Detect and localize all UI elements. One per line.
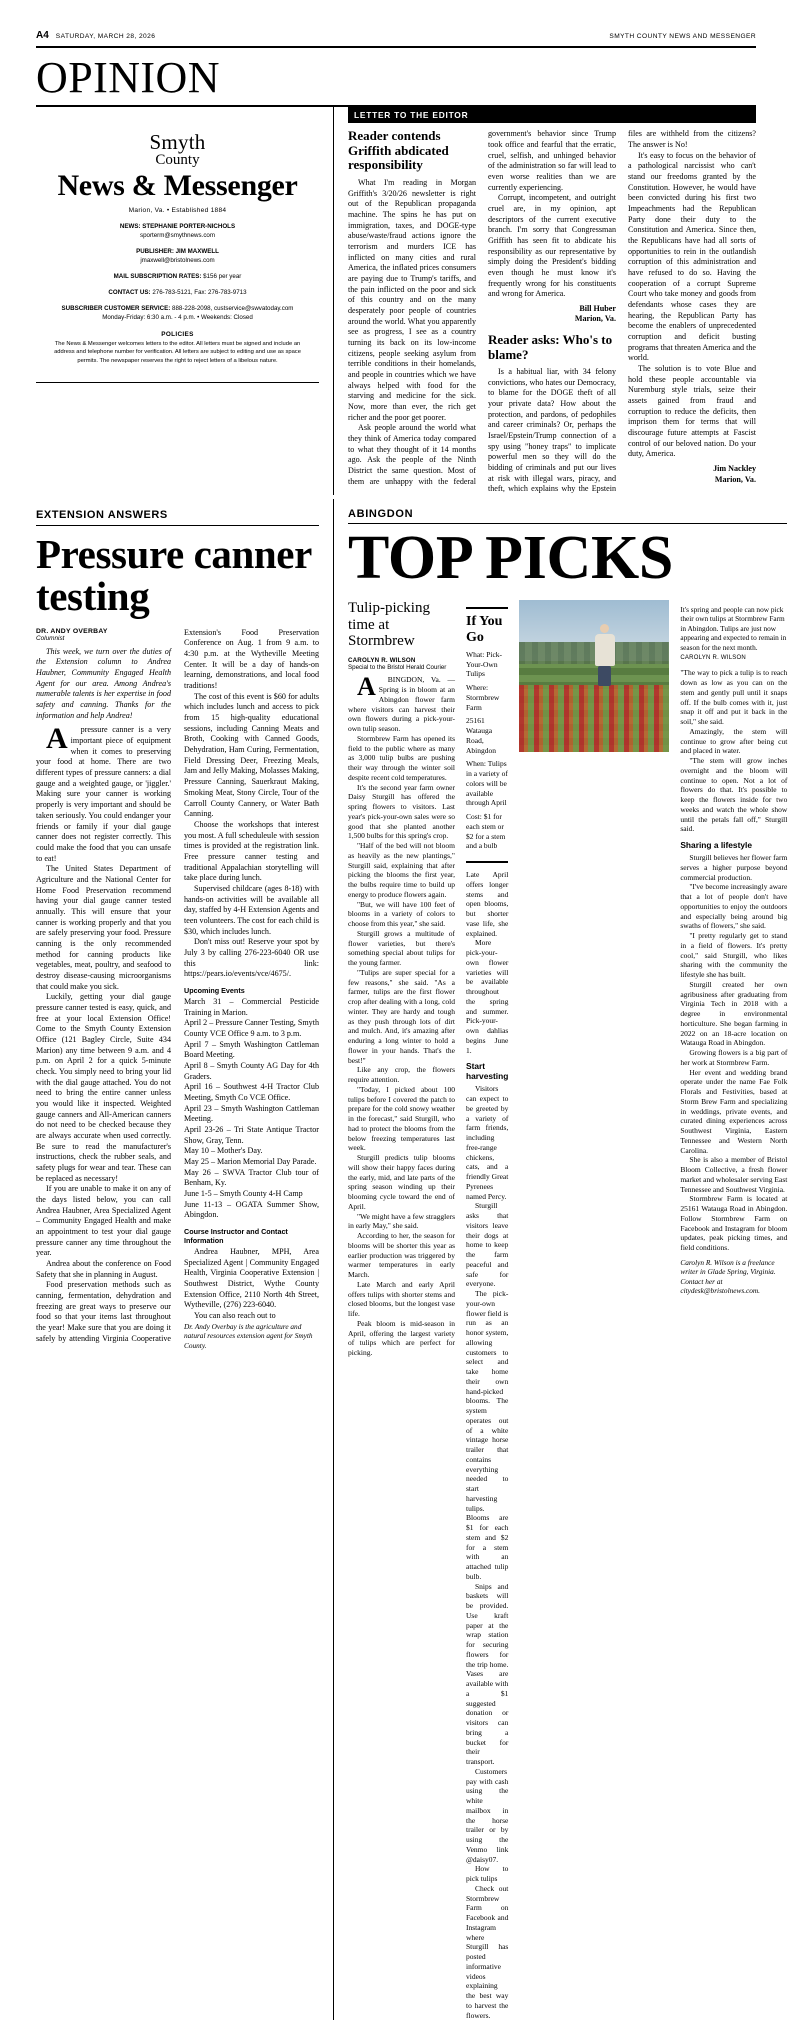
- letter1-signature-city: Marion, Va.: [574, 314, 616, 324]
- letters-body: [348, 129, 756, 495]
- extension-column: [36, 499, 333, 2020]
- person-legs: [598, 666, 611, 686]
- toppicks-p12: According to her, the season for blooms will be shorter this year as earlier production was triggered by warmer temperatures in early March.: [348, 1231, 455, 1280]
- lifestyle-p1: Sturgill believes her flower farm serves a higher purpose beyond commercial production.: [680, 853, 788, 882]
- extension-p10: Don't miss out! Reserve your spot by July 3 by calling 276-223-6040 OR use this link: https://pears.io/events/vce/4675/.: [184, 937, 319, 979]
- extension-events-heading: Upcoming Events: [184, 985, 245, 995]
- letter-title-2: Reader asks: Who's to blame?: [488, 331, 613, 362]
- lifestyle-p6: Her event and wedding brand operate under the name Fae Folk Florals and Festivities, based at Storm Brew Farm and specializing in weddings, private events, and curated dining experiences across Southwest Virginia, Eastern Tennessee and Western North Carolina.: [680, 1067, 788, 1155]
- extension-p2: The United States Department of Agriculture and the National Center for Home Food Preservation recommend having your dial gauge canner tested annually. This will ensure that your canner is working properly and that you are safely preserving your food. Pressure canning is the only recommended method for canning products like vegetables, meat, poultry, and seafood to destroy disease-causing microorganisms that could make you sick.: [36, 864, 171, 991]
- contact-label: CONTACT US:: [108, 288, 151, 296]
- news-label: NEWS: STEPHANIE PORTER-NICHOLS: [119, 222, 236, 230]
- toppicks-subhead: Tulip-picking time at Stormbrew: [348, 599, 430, 650]
- harvest-p10: "The stem will grow inches overnight and the bloom will continue to open. Not a lot of flowers do that. It's possible to keep the flowers inside for two weeks and watch the whole show until the petals fall off," Sturgill said.: [680, 756, 788, 834]
- extension-p6: Food preservation methods such as canning, fermentation, dehydration and freezing are great ways to preserve our food so that your items last throughout the year! Make sure that you are doing it safely by attending Virginia Cooperative Extension's Food Preservation Conference on Aug. 1 from 9 a.m. to 4:30 p.m. at the Wytheville Meeting Center. It will be a day of hands-on learning, demonstrations, and local food traditions!: [36, 627, 319, 1343]
- letter2-p3: The solution is to vote Blue and hold these people accountable via Nuremburg style trials, seize their assets gained from fraud and corruption to reduce the deficits, then imprison them for terms that will discourage future attempts at Fascist control of our beloved nation. Do your duty, America.: [628, 363, 756, 459]
- extension-event-4: April 8 – Smyth County AG Day for 4th Graders.: [184, 1060, 319, 1081]
- nameplate-title: News & Messenger: [57, 168, 298, 202]
- letter2-signature-city: Marion, Va.: [714, 474, 756, 484]
- extension-p8: Choose the workshops that interest you most. A full scheduleule with session times is provided at the registration link. Free pressure canner testing and traditional Appalachian storytelling will take place during lunch.: [184, 819, 319, 883]
- lifestyle-heading: Sharing a lifestyle: [680, 840, 753, 851]
- extension-event-11: June 1-5 – Smyth County 4-H Camp: [184, 1189, 303, 1199]
- photo-credit: CAROLYN R. WILSON: [680, 655, 746, 662]
- lifestyle-p7: She is also a member of Bristol Bloom Collective, a fresh flower market and wholesaler serving East Tennessee and Southwest Virginia.: [680, 1155, 788, 1194]
- extension-event-3: April 7 – Smyth Washington Cattleman Board Meeting.: [184, 1039, 319, 1060]
- toppicks-kicker: ABINGDON: [348, 508, 414, 521]
- nameplate-county: County: [155, 152, 200, 169]
- customer-value: 888-228-2098, custservice@swvatoday.com: [172, 304, 294, 312]
- letter2-p2: It's easy to focus on the behavior of a pathological narcissist who can't stand our freedoms granted by the Constitution. However, he would have been convicted during his first two Impeachments had the Republican Party done their duty to the Constitution and America. Since then, the Republicans have had all sorts of opportunities to rein in the outlandish corruption of this administration and have refused to do so. Having the cooperation of a corrupt Supreme Court who take money and goods from defendants whose cases they are hearing, the Republican Party has become the enablers of unprecedented corruption and deficit busting programs that threaten America and the world.: [628, 150, 756, 363]
- customer-label: SUBSCRIBER CUSTOMER SERVICE:: [61, 304, 171, 312]
- extension-event-10: May 26 – SWVA Tractor Club tour of Benham, Ky.: [184, 1167, 319, 1188]
- letter1-signature-name: Bill Huber: [579, 303, 616, 313]
- letter1-p1: What I'm reading in Morgan Griffith's 3/20/26 newsletter is right out of the Republican propaganda machine. The spins he has put on immigration, taxes, and DOGE-type abuse/waste/fraud actions ignore the terrorism and murders ICE has inflicted on many cities and rural America, the inflated prices consumers are paying due to Trump's tariffs, and the pain inflicted on the poor and sick of this country and on the many desperately poor people of countries around the world. What you apparently see as progress, I see as a country turning its back on its low-income citizens, people seeking asylum from terrible conditions in their homelands, and people in countries which we have always helped with food for the starving and medicine for the sick. Now, more than ever, the rich get richer and the poor get poorer.: [348, 177, 476, 422]
- harvest-p4: Snips and baskets will be provided. Use kraft paper at the wrap station for securing flowers for the trip home. Vases are available with a $1 suggested donation or visitors can bring a bucket for their transport.: [466, 1581, 509, 1767]
- toppicks-p4: "Half of the bed will not bloom as heavily as the new plantings," Sturgill said, explaining that after picking the blooms the first year, the bulbs require time to build up energy to produce flowers again.: [348, 841, 455, 899]
- toppicks-p13: Late March and early April offers tulips with shorter stems and closed blooms, but the longest vase life.: [348, 1279, 455, 1319]
- photo-caption: It's spring and people can now pick their own tulips at Stormbrew Farm in Abingdon. Tulips are just now appearing and expected to remain in season for the next month.: [680, 604, 787, 652]
- if-you-go-what: What: Pick-Your-Own Tulips: [466, 649, 503, 679]
- customer-service: [40, 305, 315, 323]
- extension-contact-heading: Course Instructor and Contact Information: [184, 1227, 288, 1246]
- toppicks-byline-role: Special to the Bristol Herald Courier: [348, 664, 447, 672]
- extension-p5: Andrea about the conference on Food Safety that she in planning in August.: [36, 1259, 171, 1279]
- harvest-p8: "The way to pick a tulip is to reach down as low as you can on the stem and gently pull until it snaps off. If the bulb comes with it, just snap it off and put it back in the soil," she said.: [680, 668, 788, 727]
- toppicks-p16: More pick-your-own flower varieties will be available throughout the spring and summer. Pick-your-own dahlias begins June 1.: [466, 938, 509, 1055]
- letters-column: [333, 107, 756, 495]
- extension-body: [36, 628, 319, 1350]
- nameplate-column: [36, 107, 333, 495]
- extension-byline-role: Columnist: [36, 634, 65, 642]
- extension-event-5: April 16 – Southwest 4-H Tractor Club Meeting, Smyth Co VCE Office.: [184, 1082, 319, 1102]
- lifestyle-p3: "I pretty regularly get to stand in a field of flowers. It's pretty cool," said Sturgill, who likes sharing with the community the lifestyle she has built.: [680, 931, 788, 980]
- extension-byline-name: DR. ANDY OVERBAY: [36, 627, 108, 635]
- toppicks-p5: "But, we will have 100 feet of blooms in a variety of colors to choose from this year," she said.: [348, 899, 455, 929]
- extension-event-1: March 31 – Commercial Pesticide Training in Marion.: [184, 996, 319, 1017]
- publisher-label: PUBLISHER: JIM MAXWELL: [136, 247, 219, 255]
- letters-bar: LETTER TO THE EDITOR: [348, 107, 756, 123]
- extension-p4: If you are unable to make it on any of the days listed below, you can call Andrea Haubner, Area Specialized Agent – Community Engaged Health and make an appointment to test your dial gauge pressure canner any time throughout the year.: [36, 1184, 171, 1258]
- lifestyle-p5: Growing flowers is a big part of her work at Stormbrew Farm.: [680, 1048, 788, 1067]
- mail-rates: [40, 273, 315, 282]
- harvest-p3: The pick-your-own flower field is run as an honor system, allowing customers to select and take home their own hand-picked blooms. The system operates out of a white vintage horse trailer that contains everything needed to start harvesting tulips. Blooms are $1 for each stem and $2 for a stem with an attached tulip bulb.: [466, 1289, 509, 1581]
- extension-event-9: May 25 – Marion Memorial Day Parade.: [184, 1157, 317, 1166]
- letter2-p1: Is a habitual liar, with 34 felony convictions, who hates our Democracy, to blame for the DOGE theft of all your private data? How about the protection, and pardons, of pedophiles and career criminals? Or, perhaps the Israel/Epstein/Trump connection of a spy using "honey traps" to implicate powerful men so they will do the bidding of criminals and put our lives at risk with illegal wars, piracy, and theft, which explains why the Epstein files are withheld from the citizens? The answer is No!: [488, 129, 756, 494]
- toppicks-col-1: [348, 600, 455, 2020]
- lifestyle-p4: Sturgill created her own agribusiness after graduating from Virginia Tech in 2018 with a degree in environmental horticulture. She began farming in 2022 on an 18-acre location on Watauga Road in Abingdon.: [680, 979, 788, 1048]
- toppicks-p14: Peak bloom is mid-season in April, offering the largest variety of tulips which are perfect for picking.: [348, 1318, 455, 1358]
- harvest-p2: Sturgill asks that visitors leave their dogs at home to keep the farm peaceful and safe for everyone.: [466, 1201, 509, 1289]
- publication-name: SMYTH COUNTY NEWS AND MESSENGER: [609, 33, 756, 40]
- letter1-p2: Ask people around the world what they think of America today compared to what they thought of it 14 months ago. Ask the people of the Ninth District the same question. Most of them are unhappy with the federal government's behavior since Trump took office and fearful that the erratic, cruel, selfish, and unhinged behavior of the administration so far will lead to even worse realities than we are currently experiencing.: [348, 129, 616, 486]
- extension-contact-body: Andrea Haubner, MPH, Area Specialized Agent | Community Engaged Health, Virginia Cooperative Extension | Southwest District, Wythe County Extension Office, 2110 North 4th Street, Wytheville, (276) 223-6040.: [184, 1247, 319, 1310]
- toppicks-p8: Like any crop, the flowers require attention.: [348, 1065, 455, 1085]
- lifestyle-p8: Stormbrew Farm is located at 25161 Watauga Road in Abingdon. Follow Stormbrew Farm on Facebook and Instagram for bloom updates, peak picking times, and field conditions.: [680, 1194, 788, 1253]
- page-header: [36, 30, 756, 46]
- tulip-field-photo: [519, 600, 669, 752]
- extension-event-12: June 11-13 – OGATA Summer Show, Abingdon.: [184, 1199, 319, 1220]
- photo-person: [590, 624, 620, 686]
- policies-text: The News & Messenger welcomes letters to the editor. All letters must be signed and include an address and telephone number for verification. All letters are subject to editing and use as space permits. The newspaper reserves the right to reject letters of a libelous nature.: [54, 340, 301, 364]
- dateline: SATURDAY, MARCH 28, 2026: [55, 33, 156, 40]
- extension-event-6: April 23 – Smyth Washington Cattleman Meeting.: [184, 1103, 319, 1124]
- person-torso: [595, 634, 615, 666]
- extension-contact-more: You can also reach out to: [194, 1311, 276, 1321]
- extension-p9: Supervised childcare (ages 8-18) with hands-on activities will be available all day, staffed by 4-H Extension Agents and teen volunteers. The cost for each child is $30, which includes lunch.: [184, 883, 319, 936]
- harvest-p5: Customers pay with cash using the white mailbox in the horse trailer or by using the Venmo link @daisy07.: [466, 1766, 509, 1864]
- page-number: A4: [36, 30, 49, 41]
- letter-title-1: Reader contends Griffith abdicated responsibility: [348, 128, 449, 173]
- extension-event-8: May 10 – Mother's Day.: [184, 1146, 263, 1156]
- lower-section: [36, 499, 788, 2020]
- extension-event-2: April 2 – Pressure Canner Testing, Smyth County VCE Office 9 a.m. to 3 p.m.: [184, 1018, 319, 1038]
- toppicks-p9: "Today, I picked about 100 tulips before I covered the patch to prepare for the cold snowy weather in the forecast," said Sturgill, who had to protect the blooms from the below freezing temperatures last week.: [348, 1084, 455, 1153]
- nameplate-established: Marion, Va. • Established 1884: [128, 206, 227, 214]
- if-you-go-box: [466, 607, 508, 863]
- extension-tagline: Dr. Andy Overbay is the agriculture and natural resources extension agent for Smyth County.: [184, 1321, 313, 1350]
- toppicks-tagline: Carolyn R. Wilson is a freelance writer in Glade Spring, Virginia. Contact her at citydesk@bristolnews.com.: [680, 1257, 776, 1296]
- nameplate-smyth: Smyth: [149, 130, 206, 155]
- toppicks-p2: Stormbrew Farm has opened its field to the public where as many as 3,000 tulip bulbs are pushing their way through the winter soil despite recent cold temperatures.: [348, 733, 455, 782]
- extension-intro: This week, we turn over the duties of the Extension column to Andrea Haubner, Community Engaged Health Agent for our area. Among Andrea's numerable talents is her expertise in food safety and canning. Thanks for the information and help Andrea!: [36, 646, 171, 720]
- section-title: OPINION: [36, 53, 220, 102]
- lifestyle-p2: "I've become increasingly aware that a lot of people don't have opportunities to enjoy the outdoors and especially being around big swaths of flowers," she said.: [680, 882, 788, 931]
- publisher-contact: [40, 248, 315, 266]
- letter2-signature-name: Jim Nackley: [713, 464, 756, 474]
- toppicks-p7: "Tulips are super special for a few reasons," she said. "As a farmer, tulips are the first flower crop after dealing with a long, cold winter. They are hardy and tough as they push through lots of dirt and mulch. And, it's amazing after enduring a long winter to hold a flower in your hands. That's the best!": [348, 967, 455, 1065]
- toppicks-p10: Sturgill predicts tulip blooms will show their happy faces during the early, mid, and late parts of the spring season winding up their blooming cycle toward the end of April.: [348, 1153, 455, 1211]
- if-you-go-when: When: Tulips in a variety of colors will be available through April: [466, 759, 508, 808]
- toppicks-p1: ABINGDON, Va. — Spring is in bloom at an Abingdon flower farm where visitors can harvest their own flowers during a pick-your-own tulip season.: [348, 672, 455, 734]
- harvest-p7: Check out Stormbrew Farm on Facebook and Instagram where Sturgill has posted informative videos explaining the best way to harvest the flowers.: [466, 1883, 509, 2020]
- if-you-go-where: Where: Stormbrew Farm: [466, 683, 500, 712]
- if-you-go-cost: Cost: $1 for each stem or $2 for a stem and a bulb: [466, 812, 506, 851]
- toppicks-body: [348, 600, 787, 2020]
- letter1-p3: Corrupt, incompetent, and outright cruel are, in my opinion, apt descriptors of the current executive branch. I'm sorry that Congressman Griffith has seen fit to abdicate his responsibility as our representative by simply doing the President's bidding even though he must know it's frequently wrong for his constituents and wrong for America.: [488, 193, 616, 299]
- harvest-p9: Amazingly, the stem will continue to grow after being cut and placed in water.: [680, 726, 788, 756]
- news-email: sporterm@smythnews.com: [139, 231, 216, 239]
- nameplate-bottom-rule: [36, 382, 319, 383]
- toppicks-column: [333, 499, 787, 2020]
- harvest-heading: Start harvesting: [466, 1061, 509, 1082]
- person-head: [600, 624, 609, 633]
- contact-value: 276-783-5121, Fax: 276-783-9713: [152, 288, 247, 296]
- toppicks-headline: TOP PICKS: [348, 524, 674, 593]
- toppicks-p15: Late April offers longer stems and open blooms, but shorter vase life, she explained.: [466, 870, 509, 938]
- toppicks-p3: It's the second year farm owner Daisy Sturgill has offered the spring flowers to visitors. Last year's pick-your-own sales were so good that she planted another 1,500 bulbs for this spring's crop.: [348, 782, 455, 841]
- if-you-go-address: 25161 Watauga Road, Abingdon: [466, 716, 496, 755]
- extension-event-7: April 23-26 – Tri State Antique Tractor Show, Gray, Tenn.: [184, 1124, 319, 1145]
- toppicks-byline-name: CAROLYN R. WILSON: [348, 657, 416, 665]
- publisher-email: jmaxwell@bristolnews.com: [140, 256, 215, 264]
- mail-label: MAIL SUBSCRIPTION RATES:: [113, 272, 202, 280]
- photo-tulip-rows: [519, 685, 669, 752]
- customer-hours: Monday-Friday: 6:30 a.m. - 4 p.m. • Weekends: Closed: [102, 313, 253, 321]
- toppicks-p11: "We might have a few stragglers in early May," she said.: [348, 1211, 455, 1231]
- harvest-p1: Visitors can expect to be greeted by a variety of farm friends, including free-range chickens, cats, and a friendly Great Pyrenees named Percy.: [466, 1084, 509, 1201]
- toppicks-col-2: [466, 600, 508, 2020]
- extension-headline: Pressure canner testing: [36, 531, 312, 619]
- extension-p3: Luckily, getting your dial gauge pressure canner tested is easy, quick, and free at your local Extension Office! Come to the Smyth County Extension Office (121 Bagley Circle, Suite 434 Marion) any time between 9 a.m. and 4 p.m. on April 2 for a quick 5-minute check. You simply need to bring your lid with the dial gauge attached. You do not need to bring the entire canner unless you would like it inspected. Weighted gauge canners and All-American canners do not need to be checked because they are always accurate when used correctly. Be sure to read the manufacturer's instructions, check the rubber seals, and safety plugs for wear and tear. These can be replaced as necessary!: [36, 992, 171, 1183]
- toppicks-col-3: [519, 600, 669, 2020]
- extension-p7: The cost of this event is $60 for adults which includes lunch and access to pick from 15 high-quality educational sessions, including Canning Meats and Broth, Cooking with Canned Goods, Dehydration, Ham Curing, Fermentation, Field Dressing Deer, Freezing Meals, Jam and Jelly Making, Molasses Making, Pressure Canning, Sauerkraut Making, Smoking Meat, Stony Circle, Tour of the Carroll County Cannery, or Water Bath Canning.: [184, 691, 319, 819]
- upper-section: [36, 107, 756, 495]
- extension-kicker: EXTENSION ANSWERS: [36, 509, 168, 522]
- extension-p1: Apressure canner is a very important piece of equipment when it comes to preserving your food at home. There are two different types of pressure canners: a dial gauge and a weighted gauge, or 'jiggler.' Making sure your canner is working properly is very important and should be taken seriously. You could endanger your friends or family if your dial gauge canner does not register correctly. This could make the food that you can unsafe to eat!: [36, 722, 171, 863]
- policies-heading: POLICIES: [161, 330, 194, 338]
- contact-us: [40, 289, 315, 298]
- if-you-go-title: If You Go: [466, 613, 503, 645]
- mail-value: $156 per year: [203, 272, 242, 280]
- harvest-p6: How to pick tulips: [466, 1864, 509, 1884]
- news-contact: [40, 223, 315, 241]
- toppicks-col-4: [680, 600, 787, 2020]
- toppicks-p6: Sturgill grows a multitude of flower varieties, but there's something special about tulips for the young farmer.: [348, 928, 455, 968]
- nameplate: [36, 107, 319, 373]
